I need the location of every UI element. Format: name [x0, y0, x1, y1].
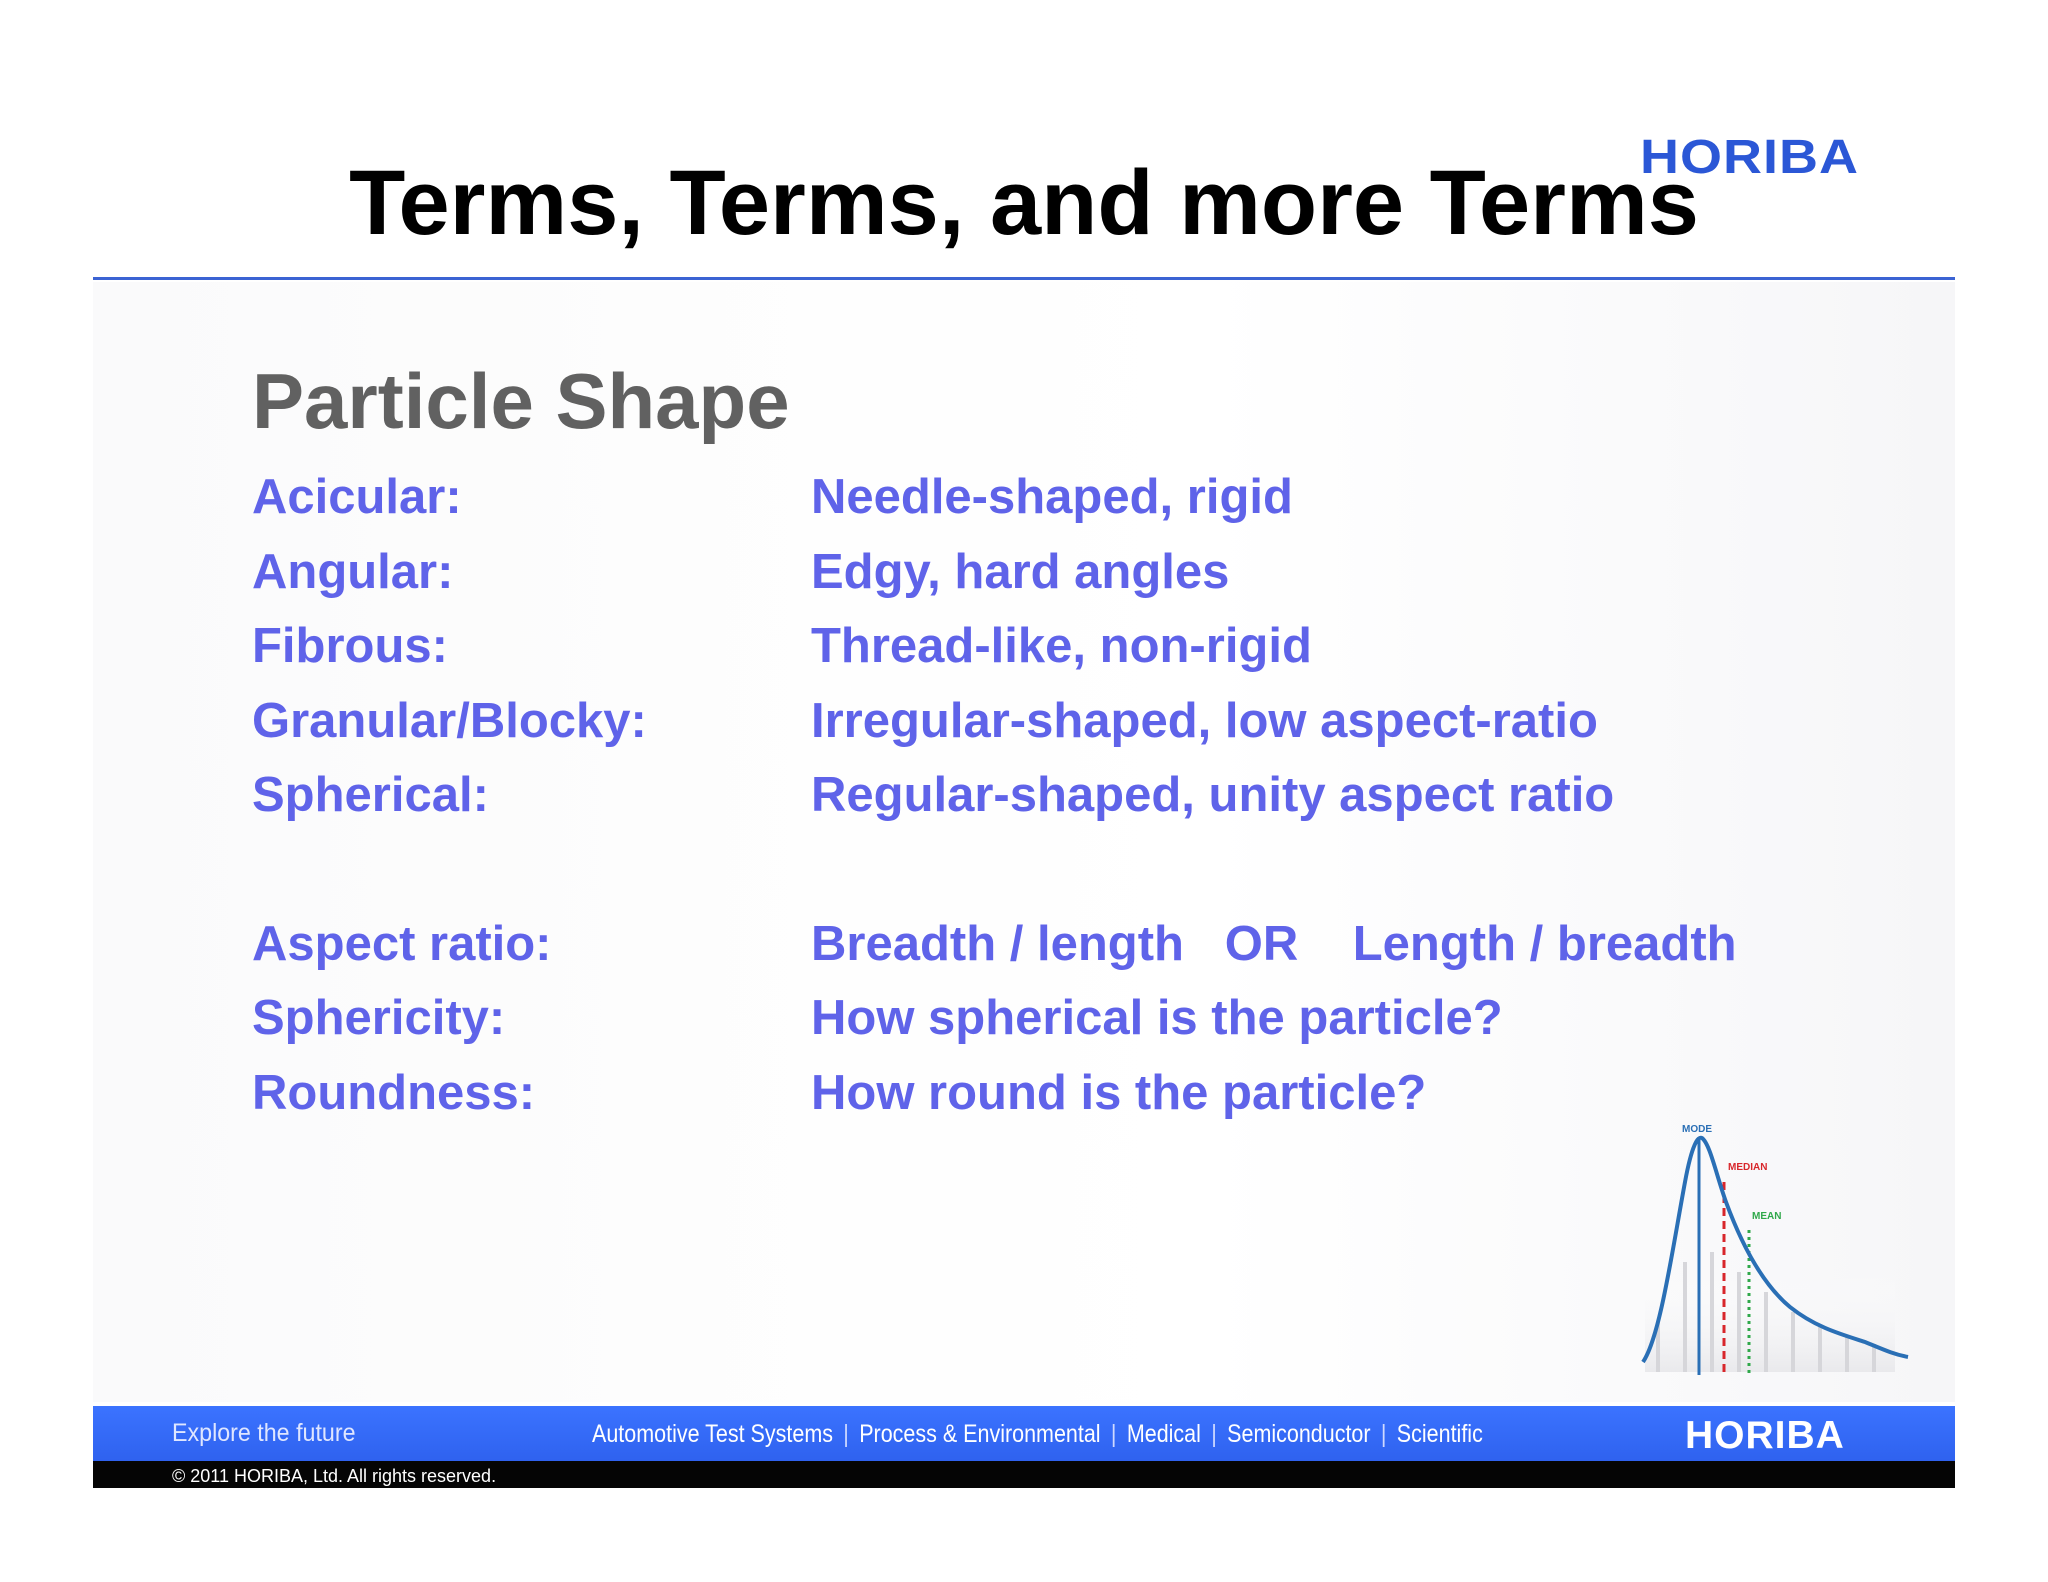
mode-label: MODE: [1682, 1124, 1712, 1135]
definition-acicular: Needle-shaped, rigid: [811, 470, 1293, 524]
term-aspect-ratio: Aspect ratio:: [252, 917, 552, 971]
term-fibrous: Fibrous:: [252, 619, 448, 673]
mean-label: MEAN: [1752, 1211, 1782, 1222]
distribution-illustration: [1640, 1122, 1910, 1377]
title-divider: [93, 277, 1955, 280]
footer-nav-automotive[interactable]: Automotive Test Systems: [592, 1420, 833, 1448]
term-angular: Angular:: [252, 545, 454, 599]
nav-separator: |: [1380, 1420, 1387, 1448]
slide-title: Terms, Terms, and more Terms: [349, 152, 1699, 254]
footer-tagline: Explore the future: [172, 1419, 356, 1447]
term-spherical: Spherical:: [252, 768, 489, 822]
definition-spherical: Regular-shaped, unity aspect ratio: [811, 768, 1615, 822]
nav-separator: |: [1110, 1420, 1117, 1448]
footer-nav-medical[interactable]: Medical: [1126, 1420, 1201, 1448]
nav-separator: |: [843, 1420, 849, 1448]
footer-nav-semiconductor[interactable]: Semiconductor: [1227, 1420, 1371, 1448]
median-label: MEDIAN: [1728, 1162, 1768, 1173]
definition-angular: Edgy, hard angles: [811, 545, 1230, 599]
section-subtitle: Particle Shape: [252, 357, 790, 445]
definition-roundness: How round is the particle?: [811, 1066, 1427, 1120]
term-sphericity: Sphericity:: [252, 991, 506, 1045]
term-roundness: Roundness:: [252, 1066, 536, 1120]
definition-granular-blocky: Irregular-shaped, low aspect-ratio: [811, 694, 1598, 748]
footer-nav: [592, 1420, 1483, 1449]
nav-separator: |: [1211, 1420, 1217, 1448]
copyright-text: © 2011 HORIBA, Ltd. All rights reserved.: [172, 1466, 497, 1486]
footer-horiba-logo: HORIBA: [1685, 1414, 1845, 1457]
definition-aspect-ratio: Breadth / length OR Length / breadth: [811, 917, 1737, 971]
definition-sphericity: How spherical is the particle?: [811, 991, 1503, 1045]
definition-fibrous: Thread-like, non-rigid: [811, 619, 1312, 673]
term-granular-blocky: Granular/Blocky:: [252, 694, 647, 748]
horiba-logo: HORIBA: [1640, 130, 1859, 184]
footer-nav-scientific[interactable]: Scientific: [1396, 1420, 1483, 1448]
term-acicular: Acicular:: [252, 470, 462, 524]
footer-nav-process[interactable]: Process & Environmental: [859, 1420, 1101, 1448]
